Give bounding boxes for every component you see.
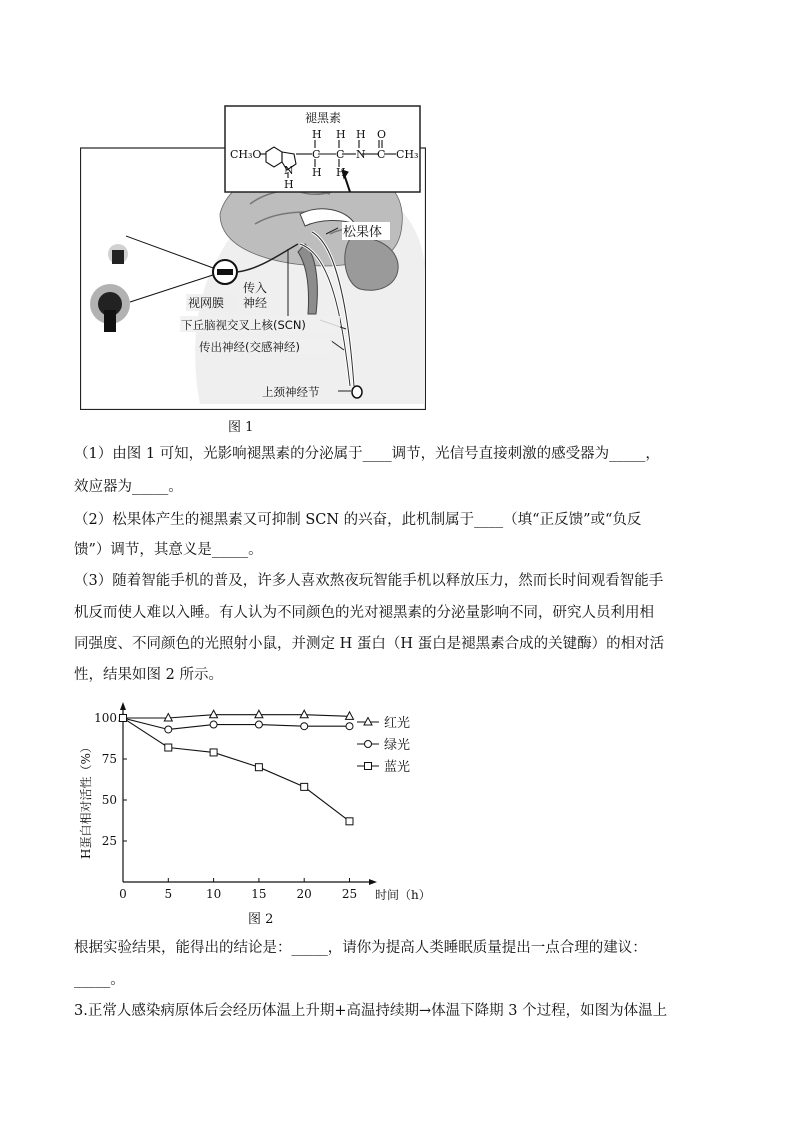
svg-text:C: C: [312, 148, 321, 161]
ganglion-icon: [352, 386, 362, 398]
data-point-circle: [210, 721, 217, 728]
series-line-square: [123, 718, 350, 821]
question-1-line-2: 效应器为_____。: [74, 479, 183, 495]
figure-1: [80, 104, 426, 410]
figure-1-caption: 图 1: [228, 420, 254, 435]
figure-2-chart: [74, 700, 454, 930]
svg-text:O: O: [377, 128, 387, 141]
data-point-triangle: [300, 710, 308, 718]
x-tick-label: 20: [296, 887, 312, 901]
x-tick-label: 15: [251, 887, 267, 901]
question-3-line-1: （3）随着智能手机的普及，许多人喜欢熬夜玩智能手机以释放压力，然而长时间观看智能手: [74, 573, 664, 589]
legend-label: 绿光: [384, 738, 411, 753]
brain-diagram: [80, 104, 426, 410]
svg-text:C: C: [377, 148, 386, 161]
x-tick-label: 25: [341, 887, 358, 901]
question-1-line-1: （1）由图 1 可知，光影响褪黑素的分泌属于____调节，光信号直接刺激的感受器为_____，: [74, 446, 660, 462]
data-point-square: [210, 749, 217, 756]
svg-text:C: C: [336, 148, 345, 161]
svg-text:H: H: [284, 178, 294, 191]
svg-text:N: N: [284, 164, 294, 177]
label-efferent: 传出神经(交感神经): [199, 340, 300, 354]
data-point-triangle: [255, 710, 263, 718]
data-point-circle: [346, 723, 353, 730]
legend-label: 红光: [384, 716, 411, 731]
y-tick-label: 100: [94, 711, 117, 725]
data-point-square: [255, 764, 262, 771]
label-retina: 视网膜: [188, 296, 225, 310]
eye-icon: [213, 260, 237, 284]
series-line-circle: [123, 718, 350, 729]
legend-marker-square: [365, 763, 372, 770]
y-axis-arrow: [120, 702, 126, 710]
question-2-line-1: （2）松果体产生的褪黑素又可抑制 SCN 的兴奋，此机制属于____（填“正反馈”或“负反: [74, 512, 642, 528]
question-3-line-4: 性，结果如图 2 所示。: [74, 667, 223, 683]
label-nerve: 神经: [243, 296, 268, 310]
x-axis-label: 时间（h）: [375, 888, 431, 902]
conclusion-line-2: _____。: [74, 972, 125, 988]
figure-2-caption: 图 2: [248, 912, 274, 927]
data-point-square: [301, 783, 308, 790]
data-point-triangle: [210, 710, 218, 718]
x-tick-label: 0: [119, 887, 127, 901]
y-tick-label: 50: [101, 793, 117, 807]
question-next-line: 3.正常人感染病原体后会经历体温上升期+高温持续期→体温下降期 3 个过程，如图为体温上: [74, 1003, 668, 1019]
melatonin-title: 褪黑素: [305, 111, 342, 125]
data-point-square: [346, 818, 353, 825]
y-tick-label: 25: [101, 834, 117, 848]
x-axis-arrow: [369, 879, 377, 885]
data-point-triangle: [346, 712, 354, 720]
x-tick-label: 5: [164, 887, 173, 901]
question-2-line-2: 馈”）调节，其意义是_____。: [74, 542, 263, 558]
lamp-small-icon: [108, 244, 128, 264]
x-tick-label: 10: [205, 887, 222, 901]
svg-text:N: N: [356, 148, 366, 161]
formula-left: CH₃O: [230, 148, 262, 161]
legend-marker-triangle: [364, 718, 372, 726]
label-ganglion: 上颈神经节: [262, 385, 320, 399]
svg-text:CH₃: CH₃: [396, 148, 419, 161]
question-3-line-3: 同强度、不同颜色的光照射小鼠，并测定 H 蛋白（H 蛋白是褪黑素合成的关键酶）的相对活: [74, 636, 665, 652]
label-afferent: 传入: [243, 281, 268, 295]
y-axis-label: H蛋白相对活性（%）: [79, 741, 93, 859]
legend-label: 蓝光: [384, 760, 411, 775]
data-point-square: [165, 744, 172, 751]
legend-marker-circle: [365, 741, 372, 748]
svg-text:H: H: [312, 166, 322, 179]
svg-text:H: H: [312, 128, 322, 141]
svg-text:H: H: [356, 128, 366, 141]
data-point-square: [120, 715, 127, 722]
series-line-triangle: [123, 715, 350, 718]
data-point-circle: [301, 723, 308, 730]
conclusion-line-1: 根据实验结果，能得出的结论是：_____，请你为提高人类睡眠质量提出一点合理的建议：: [74, 940, 647, 956]
svg-text:H: H: [336, 166, 346, 179]
question-3-line-2: 机反而使人难以入睡。有人认为不同颜色的光对褪黑素的分泌量影响不同，研究人员利用相: [74, 605, 654, 621]
label-scn: 下丘脑视交叉上核(SCN): [181, 318, 306, 332]
data-point-circle: [165, 726, 172, 733]
label-pineal: 松果体: [343, 225, 383, 240]
y-tick-label: 75: [101, 752, 117, 766]
data-point-circle: [255, 721, 262, 728]
svg-text:H: H: [336, 128, 346, 141]
